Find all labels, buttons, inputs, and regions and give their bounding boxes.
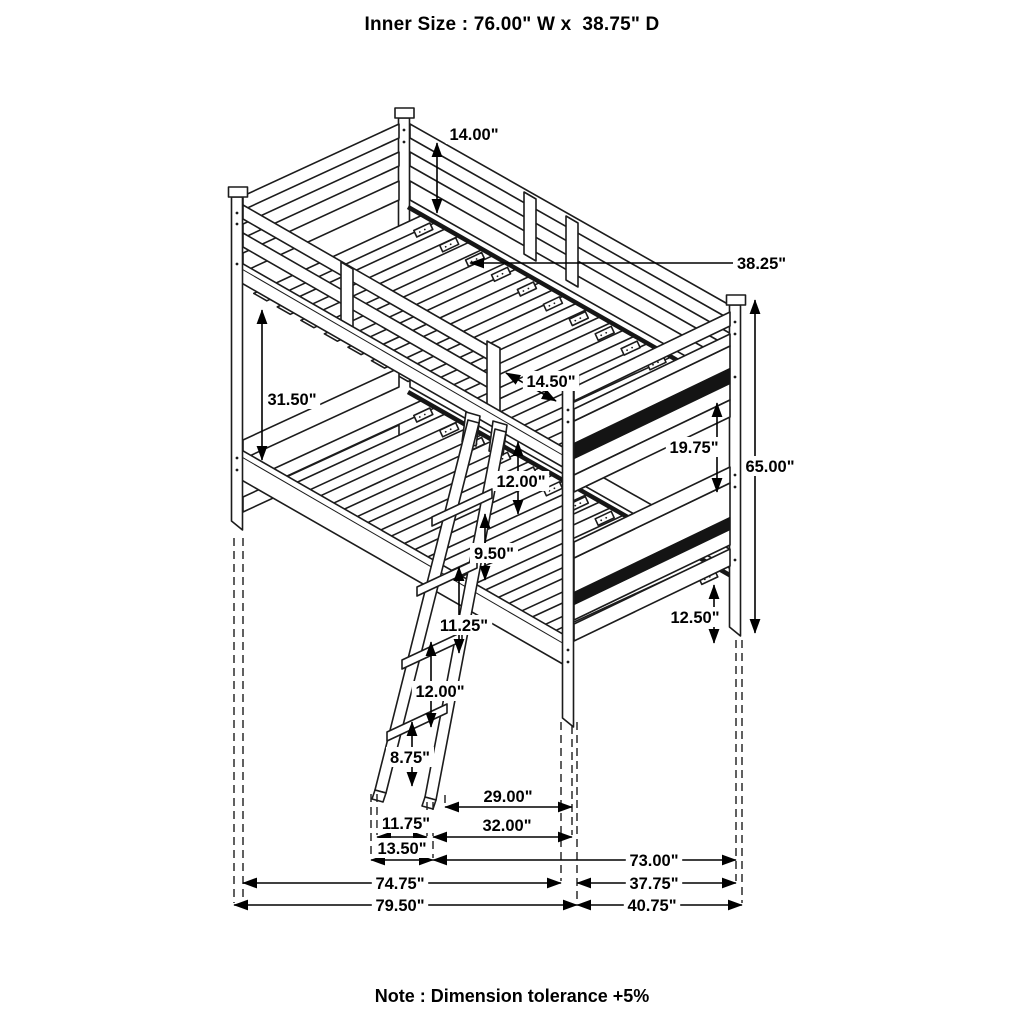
dimension-label: 79.50" — [375, 897, 425, 915]
dimension-label: 19.75" — [669, 439, 719, 457]
dimension-d29_00 — [445, 786, 572, 807]
dimension-d74_75 — [243, 873, 561, 893]
dimension-label: 14.00" — [449, 126, 499, 144]
dimension-d32_00 — [433, 815, 572, 837]
dimension-d37_75 — [577, 873, 736, 893]
dimension-label: 38.25" — [737, 255, 787, 273]
dimension-d12_50 — [667, 585, 723, 643]
dimension-d65_00 — [742, 300, 798, 633]
dimension-label: 73.00" — [629, 852, 679, 870]
dimension-label: 12.50" — [670, 609, 720, 627]
dimension-label: 40.75" — [627, 897, 677, 915]
dimension-d11_75 — [377, 813, 434, 837]
dimension-label: 12.00" — [415, 683, 465, 701]
tolerance-note: Note : Dimension tolerance +5% — [374, 986, 650, 1006]
dimension-label: 65.00" — [745, 458, 795, 476]
dimension-label: 11.75" — [381, 815, 431, 833]
dimension-d40_75 — [577, 895, 742, 915]
dimension-label: 8.75" — [390, 749, 430, 767]
dimension-label: 13.50" — [377, 840, 427, 858]
dimension-d79_50 — [234, 895, 577, 915]
dimension-d73_00 — [433, 850, 736, 870]
dimension-label: 12.00" — [496, 473, 546, 491]
bed-drawing — [229, 108, 799, 915]
inner-size-title: Inner Size : 76.00" W x 38.75" D — [364, 14, 660, 35]
dimension-d13_50 — [371, 838, 433, 860]
dimension-label: 14.50" — [526, 373, 576, 391]
dimension-label: 9.50" — [474, 545, 514, 563]
dimension-label: 74.75" — [375, 875, 425, 893]
dimension-label: 32.00" — [482, 817, 532, 835]
dimension-label: 31.50" — [267, 391, 317, 409]
dimension-label: 37.75" — [629, 875, 679, 893]
dimension-label: 29.00" — [483, 788, 533, 806]
dimension-label: 11.25" — [439, 617, 489, 635]
